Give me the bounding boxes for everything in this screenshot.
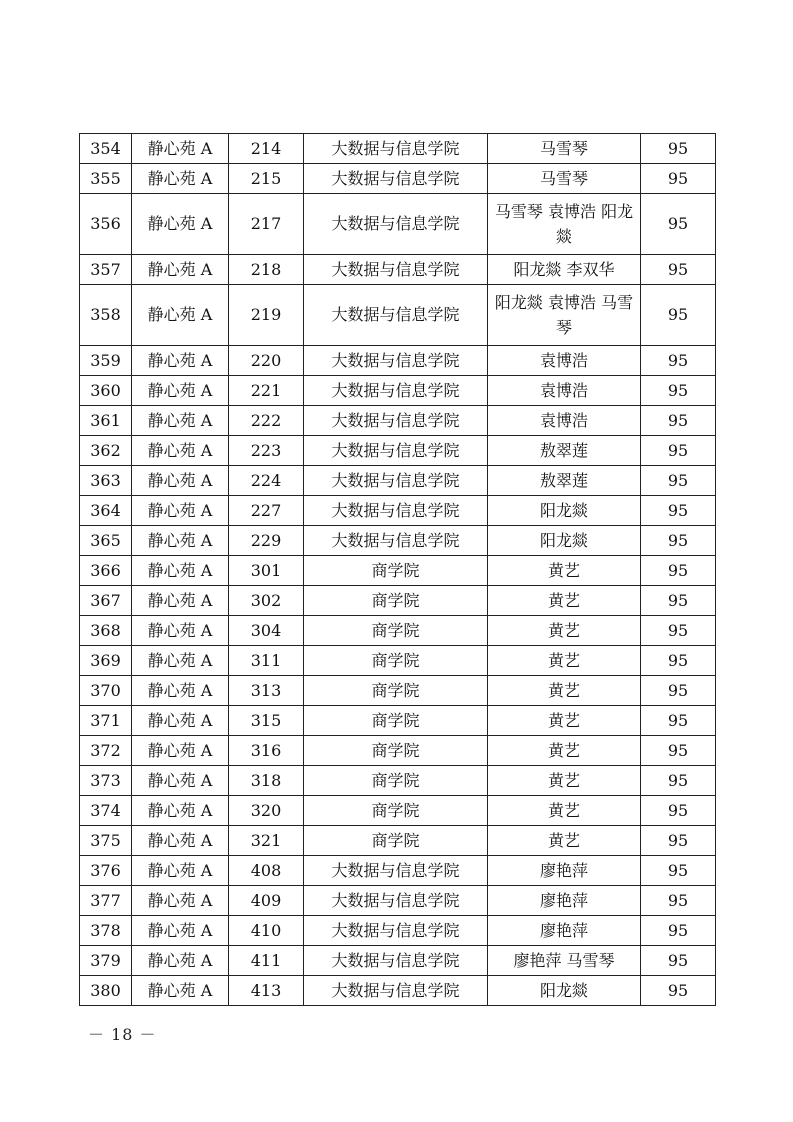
cell-room: 214	[229, 134, 304, 164]
cell-teachers: 黄艺	[488, 616, 641, 646]
cell-score: 95	[641, 134, 716, 164]
table-row	[80, 646, 716, 676]
cell-college: 大数据与信息学院	[304, 466, 488, 496]
cell-college: 大数据与信息学院	[304, 285, 488, 346]
cell-building: 静心苑 A	[132, 285, 229, 346]
cell-number: 377	[80, 886, 132, 916]
cell-number: 378	[80, 916, 132, 946]
cell-teachers: 阳龙燚	[488, 976, 641, 1006]
table-row	[80, 285, 716, 346]
cell-room: 224	[229, 466, 304, 496]
cell-number: 373	[80, 766, 132, 796]
cell-college: 大数据与信息学院	[304, 436, 488, 466]
cell-building: 静心苑 A	[132, 616, 229, 646]
cell-score: 95	[641, 164, 716, 194]
table-row	[80, 466, 716, 496]
cell-number: 368	[80, 616, 132, 646]
cell-building: 静心苑 A	[132, 976, 229, 1006]
cell-building: 静心苑 A	[132, 826, 229, 856]
cell-building: 静心苑 A	[132, 526, 229, 556]
cell-teachers: 马雪琴	[488, 164, 641, 194]
cell-building: 静心苑 A	[132, 406, 229, 436]
cell-number: 364	[80, 496, 132, 526]
cell-number: 371	[80, 706, 132, 736]
cell-number: 366	[80, 556, 132, 586]
cell-score: 95	[641, 916, 716, 946]
cell-teachers: 黄艺	[488, 646, 641, 676]
cell-building: 静心苑 A	[132, 376, 229, 406]
cell-college: 大数据与信息学院	[304, 886, 488, 916]
cell-college: 商学院	[304, 736, 488, 766]
cell-number: 380	[80, 976, 132, 1006]
table-row	[80, 496, 716, 526]
table-row	[80, 376, 716, 406]
cell-teachers: 敖翠莲	[488, 466, 641, 496]
cell-room: 229	[229, 526, 304, 556]
cell-score: 95	[641, 346, 716, 376]
table-row	[80, 194, 716, 255]
cell-room: 316	[229, 736, 304, 766]
cell-teachers: 廖艳萍	[488, 916, 641, 946]
cell-building: 静心苑 A	[132, 766, 229, 796]
cell-college: 商学院	[304, 646, 488, 676]
cell-room: 218	[229, 255, 304, 285]
cell-score: 95	[641, 676, 716, 706]
cell-room: 217	[229, 194, 304, 255]
cell-teachers: 黄艺	[488, 586, 641, 616]
cell-room: 409	[229, 886, 304, 916]
cell-room: 215	[229, 164, 304, 194]
cell-building: 静心苑 A	[132, 706, 229, 736]
cell-number: 358	[80, 285, 132, 346]
cell-score: 95	[641, 646, 716, 676]
cell-teachers: 马雪琴	[488, 134, 641, 164]
cell-college: 大数据与信息学院	[304, 346, 488, 376]
cell-room: 315	[229, 706, 304, 736]
cell-building: 静心苑 A	[132, 676, 229, 706]
table-row	[80, 616, 716, 646]
cell-score: 95	[641, 886, 716, 916]
cell-teachers: 马雪琴 袁博浩 阳龙燚	[488, 194, 641, 255]
cell-number: 376	[80, 856, 132, 886]
cell-score: 95	[641, 616, 716, 646]
cell-teachers: 黄艺	[488, 766, 641, 796]
cell-college: 大数据与信息学院	[304, 856, 488, 886]
table-row	[80, 946, 716, 976]
cell-college: 大数据与信息学院	[304, 194, 488, 255]
cell-number: 359	[80, 346, 132, 376]
cell-building: 静心苑 A	[132, 194, 229, 255]
cell-score: 95	[641, 826, 716, 856]
cell-building: 静心苑 A	[132, 586, 229, 616]
cell-building: 静心苑 A	[132, 736, 229, 766]
cell-building: 静心苑 A	[132, 856, 229, 886]
cell-room: 408	[229, 856, 304, 886]
cell-number: 360	[80, 376, 132, 406]
cell-room: 321	[229, 826, 304, 856]
cell-score: 95	[641, 766, 716, 796]
cell-number: 361	[80, 406, 132, 436]
cell-number: 379	[80, 946, 132, 976]
table-row	[80, 706, 716, 736]
cell-college: 大数据与信息学院	[304, 946, 488, 976]
cell-number: 370	[80, 676, 132, 706]
cell-room: 318	[229, 766, 304, 796]
cell-number: 362	[80, 436, 132, 466]
cell-teachers: 黄艺	[488, 796, 641, 826]
cell-score: 95	[641, 526, 716, 556]
cell-building: 静心苑 A	[132, 796, 229, 826]
cell-building: 静心苑 A	[132, 916, 229, 946]
cell-college: 大数据与信息学院	[304, 255, 488, 285]
cell-building: 静心苑 A	[132, 556, 229, 586]
cell-score: 95	[641, 255, 716, 285]
cell-building: 静心苑 A	[132, 466, 229, 496]
table-row	[80, 856, 716, 886]
cell-teachers: 阳龙燚	[488, 496, 641, 526]
cell-number: 354	[80, 134, 132, 164]
cell-number: 367	[80, 586, 132, 616]
cell-college: 大数据与信息学院	[304, 376, 488, 406]
cell-building: 静心苑 A	[132, 496, 229, 526]
cell-building: 静心苑 A	[132, 255, 229, 285]
cell-score: 95	[641, 406, 716, 436]
cell-teachers: 阳龙燚	[488, 526, 641, 556]
cell-college: 商学院	[304, 586, 488, 616]
table-row	[80, 526, 716, 556]
table-row	[80, 766, 716, 796]
cell-score: 95	[641, 556, 716, 586]
cell-room: 221	[229, 376, 304, 406]
cell-college: 商学院	[304, 556, 488, 586]
cell-teachers: 敖翠莲	[488, 436, 641, 466]
table-row	[80, 346, 716, 376]
cell-score: 95	[641, 194, 716, 255]
cell-college: 大数据与信息学院	[304, 406, 488, 436]
table-row	[80, 736, 716, 766]
table-row	[80, 164, 716, 194]
cell-teachers: 廖艳萍	[488, 886, 641, 916]
cell-score: 95	[641, 796, 716, 826]
cell-number: 357	[80, 255, 132, 285]
cell-teachers: 黄艺	[488, 736, 641, 766]
cell-college: 商学院	[304, 706, 488, 736]
cell-room: 223	[229, 436, 304, 466]
cell-college: 大数据与信息学院	[304, 164, 488, 194]
cell-room: 410	[229, 916, 304, 946]
cell-college: 商学院	[304, 616, 488, 646]
table-row	[80, 436, 716, 466]
cell-score: 95	[641, 706, 716, 736]
table-row	[80, 586, 716, 616]
cell-score: 95	[641, 856, 716, 886]
cell-score: 95	[641, 946, 716, 976]
cell-room: 320	[229, 796, 304, 826]
cell-teachers: 黄艺	[488, 556, 641, 586]
cell-college: 商学院	[304, 826, 488, 856]
cell-room: 302	[229, 586, 304, 616]
cell-number: 355	[80, 164, 132, 194]
cell-college: 大数据与信息学院	[304, 976, 488, 1006]
cell-teachers: 黄艺	[488, 826, 641, 856]
cell-score: 95	[641, 496, 716, 526]
table-row	[80, 796, 716, 826]
cell-room: 311	[229, 646, 304, 676]
cell-room: 220	[229, 346, 304, 376]
cell-room: 413	[229, 976, 304, 1006]
cell-teachers: 阳龙燚 袁博浩 马雪琴	[488, 285, 641, 346]
cell-college: 大数据与信息学院	[304, 526, 488, 556]
cell-number: 365	[80, 526, 132, 556]
cell-teachers: 袁博浩	[488, 406, 641, 436]
cell-room: 301	[229, 556, 304, 586]
table-row	[80, 556, 716, 586]
cell-room: 227	[229, 496, 304, 526]
cell-score: 95	[641, 285, 716, 346]
cell-number: 363	[80, 466, 132, 496]
cell-number: 372	[80, 736, 132, 766]
cell-teachers: 袁博浩	[488, 346, 641, 376]
cell-college: 商学院	[304, 676, 488, 706]
cell-room: 222	[229, 406, 304, 436]
table-row	[80, 886, 716, 916]
cell-number: 356	[80, 194, 132, 255]
cell-building: 静心苑 A	[132, 164, 229, 194]
table-row	[80, 826, 716, 856]
table-row	[80, 916, 716, 946]
cell-building: 静心苑 A	[132, 134, 229, 164]
table-body	[80, 134, 716, 1006]
cell-building: 静心苑 A	[132, 346, 229, 376]
cell-score: 95	[641, 466, 716, 496]
cell-room: 313	[229, 676, 304, 706]
table-row	[80, 406, 716, 436]
cell-college: 商学院	[304, 766, 488, 796]
cell-score: 95	[641, 736, 716, 766]
dormitory-score-table	[79, 133, 716, 1006]
cell-teachers: 黄艺	[488, 676, 641, 706]
cell-teachers: 阳龙燚 李双华	[488, 255, 641, 285]
cell-teachers: 廖艳萍 马雪琴	[488, 946, 641, 976]
cell-building: 静心苑 A	[132, 886, 229, 916]
cell-room: 304	[229, 616, 304, 646]
cell-building: 静心苑 A	[132, 646, 229, 676]
cell-college: 大数据与信息学院	[304, 916, 488, 946]
table-row	[80, 255, 716, 285]
cell-college: 商学院	[304, 796, 488, 826]
cell-teachers: 黄艺	[488, 706, 641, 736]
cell-score: 95	[641, 376, 716, 406]
cell-building: 静心苑 A	[132, 436, 229, 466]
table-row	[80, 976, 716, 1006]
cell-building: 静心苑 A	[132, 946, 229, 976]
cell-number: 374	[80, 796, 132, 826]
cell-college: 大数据与信息学院	[304, 134, 488, 164]
cell-room: 219	[229, 285, 304, 346]
cell-number: 369	[80, 646, 132, 676]
cell-score: 95	[641, 976, 716, 1006]
cell-score: 95	[641, 586, 716, 616]
cell-number: 375	[80, 826, 132, 856]
table-row	[80, 676, 716, 706]
table-row	[80, 134, 716, 164]
cell-teachers: 廖艳萍	[488, 856, 641, 886]
cell-score: 95	[641, 436, 716, 466]
cell-college: 大数据与信息学院	[304, 496, 488, 526]
cell-teachers: 袁博浩	[488, 376, 641, 406]
cell-room: 411	[229, 946, 304, 976]
page-number: － 18 －	[88, 1025, 157, 1044]
